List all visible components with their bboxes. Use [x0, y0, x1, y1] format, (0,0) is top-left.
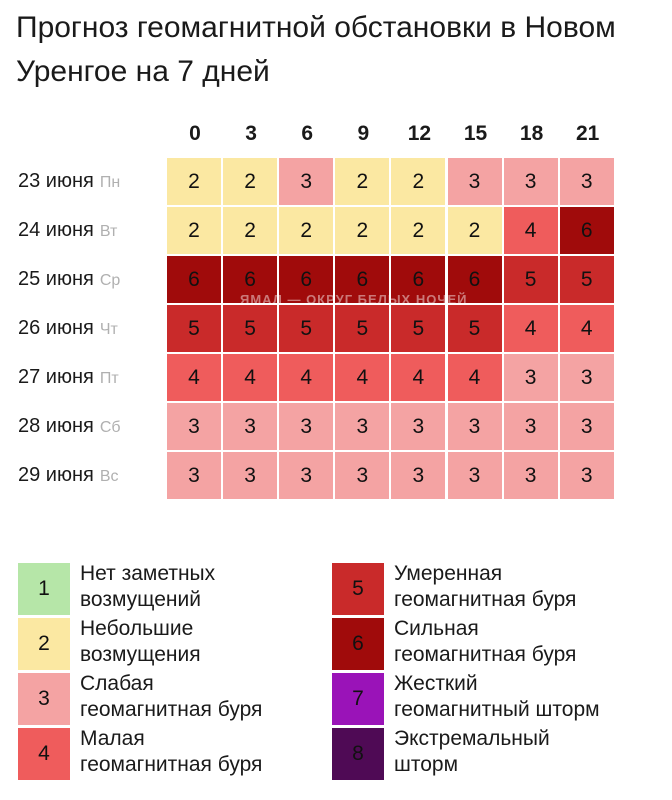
heatmap-cell: 3 [560, 452, 614, 499]
legend-label-line: возмущений [80, 588, 201, 611]
hour-label: 6 [301, 122, 314, 145]
legend-label-line: Экстремальный [394, 727, 550, 750]
heatmap-cell: 5 [335, 305, 389, 352]
heatmap-cell: 4 [279, 354, 333, 401]
legend-swatch: 1 [18, 563, 70, 615]
legend-label [394, 726, 550, 778]
legend-label-line: Нет заметных [80, 562, 216, 585]
heatmap-cell: 5 [448, 305, 502, 352]
page-title: Прогноз геомагнитной обстановки в Новом Уренгое на 7 дней [16, 11, 616, 88]
legend-label [394, 616, 576, 668]
legend-label-line: Умеренная [394, 562, 503, 585]
heatmap-cell: 4 [223, 354, 277, 401]
legend-label-line: геомагнитный шторм [394, 698, 600, 721]
day-label [18, 402, 121, 450]
heatmap-cell: 3 [560, 158, 614, 205]
heatmap-cell: 3 [279, 158, 333, 205]
legend-label-line: Жесткий [394, 672, 478, 695]
heatmap-cell: 3 [391, 452, 445, 499]
heatmap-cell: 5 [560, 256, 614, 303]
legend-label [80, 726, 262, 778]
hour-label: 15 [463, 122, 488, 145]
day-date: 28 июня [18, 415, 94, 437]
legend-label-line: Сильная [394, 617, 479, 640]
hour-label: 9 [357, 122, 370, 145]
day-label [18, 255, 120, 303]
day-date: 29 июня [18, 464, 94, 486]
heatmap-cell: 3 [448, 403, 502, 450]
heatmap-cell: 4 [167, 354, 221, 401]
legend-label-line: возмущения [80, 643, 201, 666]
heatmap-cell: 4 [560, 305, 614, 352]
heatmap-cell: 3 [448, 452, 502, 499]
legend-label-line: Небольшие [80, 617, 194, 640]
heatmap-cell: 3 [279, 452, 333, 499]
day-of-week: Пт [99, 370, 119, 387]
heatmap-cell: 3 [504, 158, 558, 205]
heatmap-cell: 4 [391, 354, 445, 401]
legend-swatch: 3 [18, 673, 70, 725]
heatmap-cell: 6 [560, 207, 614, 254]
hour-label: 21 [576, 122, 600, 145]
heatmap-cell: 2 [391, 158, 445, 205]
heatmap-cell: 5 [391, 305, 445, 352]
heatmap-cell: 2 [167, 207, 221, 254]
heatmap-cell: 6 [167, 256, 221, 303]
heatmap-cell: 4 [335, 354, 389, 401]
day-of-week: Сб [99, 419, 121, 436]
legend-swatch: 7 [332, 673, 384, 725]
heatmap-cell: 3 [560, 403, 614, 450]
day-of-week: Вт [99, 223, 118, 240]
day-label [18, 206, 117, 254]
legend-swatch: 4 [18, 728, 70, 780]
day-label [18, 157, 120, 205]
heatmap-cell: 3 [167, 403, 221, 450]
heatmap-cell: 3 [223, 403, 277, 450]
hour-label: 18 [519, 122, 544, 145]
heatmap-cell: 2 [167, 158, 221, 205]
day-date: 27 июня [18, 366, 94, 388]
hour-label: 12 [407, 122, 432, 145]
legend-label-line: геомагнитная буря [80, 698, 263, 721]
heatmap-cell: 3 [279, 403, 333, 450]
heatmap-cell: 6 [223, 256, 277, 303]
legend-swatch: 2 [18, 618, 70, 670]
day-label [18, 304, 118, 352]
heatmap-cell: 4 [504, 305, 558, 352]
legend-label-line: геомагнитная буря [394, 588, 577, 611]
heatmap-cell: 3 [335, 403, 389, 450]
legend-swatch: 5 [332, 563, 384, 615]
legend-swatch: 6 [332, 618, 384, 670]
heatmap-cell: 4 [448, 354, 502, 401]
heatmap-cell: 3 [391, 403, 445, 450]
legend-label [394, 561, 576, 613]
hour-label: 3 [245, 122, 257, 145]
day-of-week: Пн [99, 174, 121, 191]
heatmap-cell: 2 [279, 207, 333, 254]
day-of-week: Чт [99, 321, 118, 338]
heatmap-cell: 6 [448, 256, 502, 303]
heatmap-cell: 3 [167, 452, 221, 499]
day-of-week: Ср [99, 272, 121, 289]
hour-label: 0 [189, 122, 201, 145]
day-of-week: Вс [99, 468, 119, 485]
heatmap-cell: 5 [223, 305, 277, 352]
heatmap-cell: 5 [504, 256, 558, 303]
legend-swatch: 8 [332, 728, 384, 780]
heatmap-cell: 2 [391, 207, 445, 254]
heatmap-cell: 2 [223, 207, 277, 254]
heatmap-cell: 6 [335, 256, 389, 303]
heatmap-cell: 4 [504, 207, 558, 254]
legend-label-line: шторм [394, 753, 459, 776]
heatmap-cell: 3 [504, 452, 558, 499]
legend-label-line: геомагнитная буря [394, 643, 577, 666]
legend-label-line: Малая [80, 727, 145, 750]
legend-label [80, 561, 215, 613]
heatmap-cell: 2 [335, 207, 389, 254]
legend-label [394, 671, 600, 723]
legend-label-line: Слабая [80, 672, 154, 695]
heatmap-cell: 2 [448, 207, 502, 254]
day-label [18, 451, 119, 499]
heatmap-cell: 3 [223, 452, 277, 499]
heatmap-cell: 5 [279, 305, 333, 352]
heatmap-cell: 6 [391, 256, 445, 303]
day-date: 23 июня [18, 170, 94, 192]
heatmap-cell: 3 [504, 403, 558, 450]
day-date: 24 июня [18, 219, 94, 241]
heatmap-cell: 6 [279, 256, 333, 303]
heatmap-cell: 5 [167, 305, 221, 352]
heatmap-cell: 3 [560, 354, 614, 401]
heatmap-cell: 3 [504, 354, 558, 401]
legend-label [80, 616, 201, 668]
day-date: 25 июня [18, 268, 94, 290]
heatmap-cell: 3 [335, 452, 389, 499]
legend-label-line: геомагнитная буря [80, 753, 263, 776]
watermark: ЯМАЛ — ОКРУГ БЕЛЫХ НОЧЕЙ [240, 292, 468, 307]
day-label [18, 353, 119, 401]
legend-label [80, 671, 262, 723]
heatmap-cell: 3 [448, 158, 502, 205]
day-date: 26 июня [18, 317, 94, 339]
heatmap-cell: 2 [223, 158, 277, 205]
heatmap-cell: 2 [335, 158, 389, 205]
